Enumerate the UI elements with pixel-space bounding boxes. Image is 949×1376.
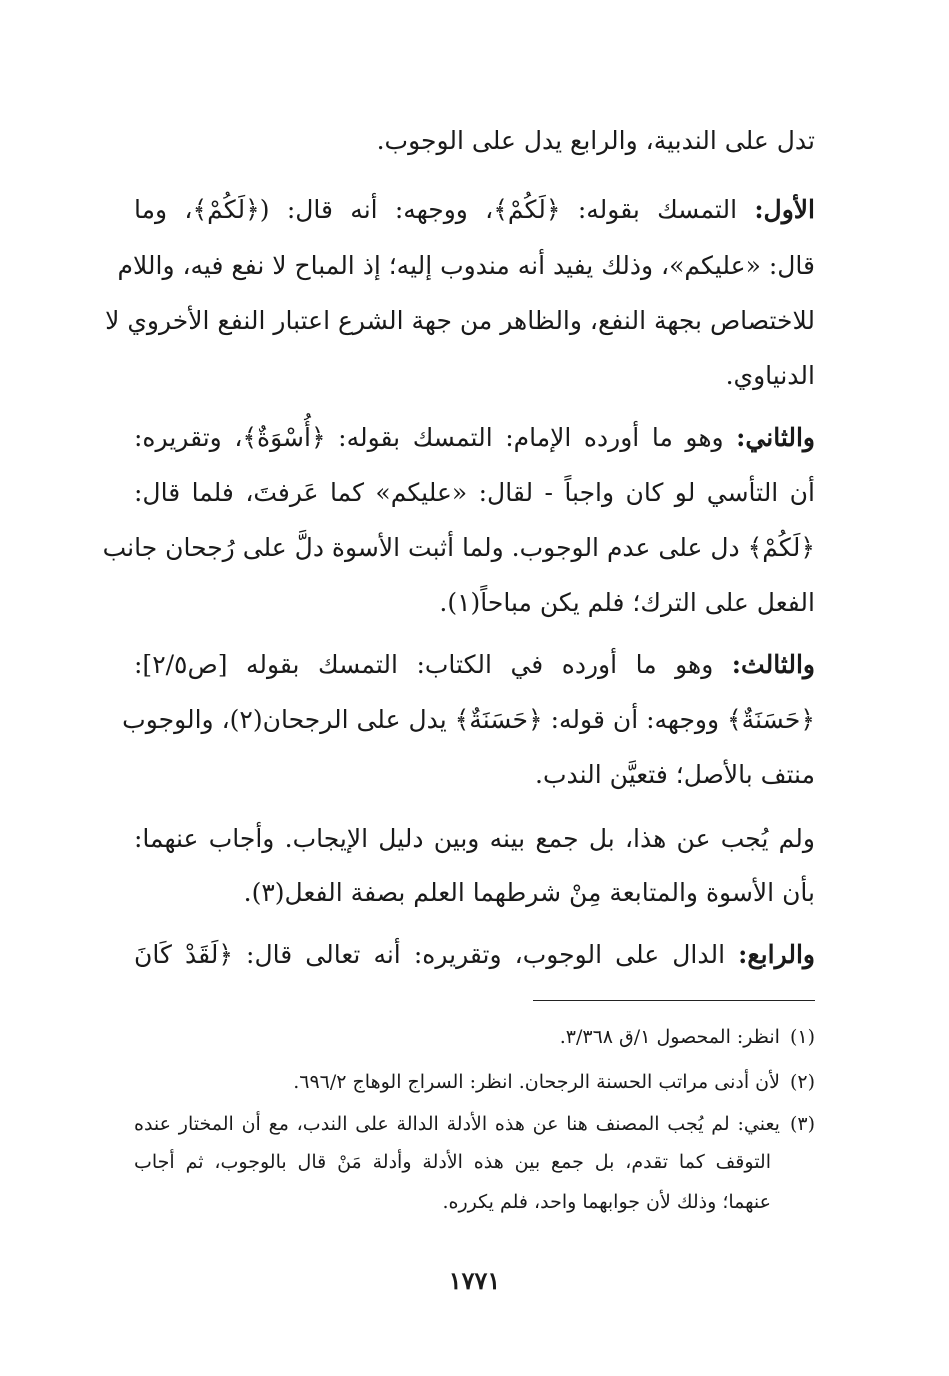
- body-text: الدال على الوجوب، وتقريره: أنه تعالى قال: ﴿لَقَدْ كَانَ: [134, 940, 739, 969]
- body-line: [134, 762, 815, 787]
- section-lead: والرابع:: [738, 940, 815, 969]
- body-text: تدل على الندبية، والرابع يدل على الوجوب.: [376, 126, 815, 155]
- body-text: منتف بالأصل؛ فتعيَّن الندب.: [535, 760, 815, 789]
- footnote-line: [134, 1193, 771, 1212]
- footnote: [134, 1073, 815, 1092]
- section-lead: والثالث:: [731, 650, 815, 679]
- body-text: قال: «عليكم»، وذلك يفيد أنه مندوب إليه؛ إذ المباح لا نفع فيه، واللام: [117, 251, 815, 280]
- body-line: [134, 880, 815, 905]
- body-line: [134, 363, 815, 388]
- body-line: [117, 251, 815, 280]
- footnote-text: انظر: المحصول ١/ق ٣/٣٦٨.: [559, 1026, 780, 1048]
- footnote-text: لأن أدنى مراتب الحسنة الرجحان. انظر: السراج الوهاج ٦٩٦/٢.: [293, 1071, 780, 1093]
- body-text: وهو ما أورده في الكتاب: التمسك بقوله [ص٢/٥]:: [134, 650, 732, 679]
- body-line: [122, 705, 815, 734]
- body-line: [134, 480, 815, 505]
- footnote-text: يعني: لم يُجب المصنف هنا عن هذه الأدلة الدالة على الندب، مع أن المختار عنده: [134, 1113, 780, 1135]
- footnote-number: (١): [789, 1026, 815, 1048]
- body-text: ولم يُجب عن هذا، بل جمع بينه وبين دليل الإيجاب. وأجاب عنهما:: [134, 824, 815, 853]
- body-text: ﴿لَكُمْ﴾ دل على عدم الوجوب. ولما أثبت الأسوة دلَّ على رُجحان جانب: [102, 533, 815, 562]
- body-line: [134, 590, 815, 615]
- body-line: [134, 652, 815, 677]
- footnote-text: عنهما؛ وذلك لأن جوابهما واحد، فلم يكرره.: [442, 1191, 771, 1213]
- body-text: وهو ما أورده الإمام: التمسك بقوله: ﴿أُسْوَةٌ﴾، وتقريره:: [134, 423, 737, 452]
- body-text: التمسك بقوله: ﴿لَكُمْ﴾، ووجهه: أنه قال: (﴿لَكُمْ﴾، وما: [134, 195, 755, 224]
- body-text: ﴿حَسَنَةٌ﴾ ووجهه: أن قوله: ﴿حَسَنَةٌ﴾ يدل على الرجحان(٢)، والوجوب: [122, 705, 815, 734]
- footnote-divider: [533, 1000, 815, 1001]
- body-line: [134, 826, 815, 851]
- body-text: للاختصاص بجهة النفع، والظاهر من جهة الشرع اعتبار النفع الأخروي لا: [105, 306, 815, 335]
- body-text: أن التأسي لو كان واجباً - لقال: «عليكم» كما عَرفتَ، فلما قال:: [134, 478, 815, 507]
- body-line: [134, 942, 815, 967]
- body-line: [134, 425, 815, 450]
- footnote: [134, 1115, 815, 1134]
- section-lead: الأول:: [754, 195, 815, 224]
- body-line: [134, 197, 815, 222]
- footnote-number: (٣): [789, 1113, 815, 1135]
- body-line: [102, 533, 815, 562]
- body-line: [105, 306, 815, 335]
- body-text: بأن الأسوة والمتابعة مِنْ شرطهما العلم بصفة الفعل(٣).: [243, 878, 815, 907]
- page-number: ١٧٧١: [448, 1266, 501, 1295]
- footnote: [134, 1028, 815, 1047]
- section-lead: والثاني:: [736, 423, 815, 452]
- footnote-line: [134, 1153, 771, 1172]
- footnote-number: (٢): [789, 1071, 815, 1093]
- body-text: الدنياوي.: [725, 361, 815, 390]
- body-line: [134, 128, 815, 153]
- body-text: الفعل على الترك؛ فلم يكن مباحاً(١).: [439, 588, 815, 617]
- footnote-text: التوقف كما تقدم، بل جمع بين هذه الأدلة وأدلة مَنْ قال بالوجوب، ثم أجاب: [134, 1151, 771, 1173]
